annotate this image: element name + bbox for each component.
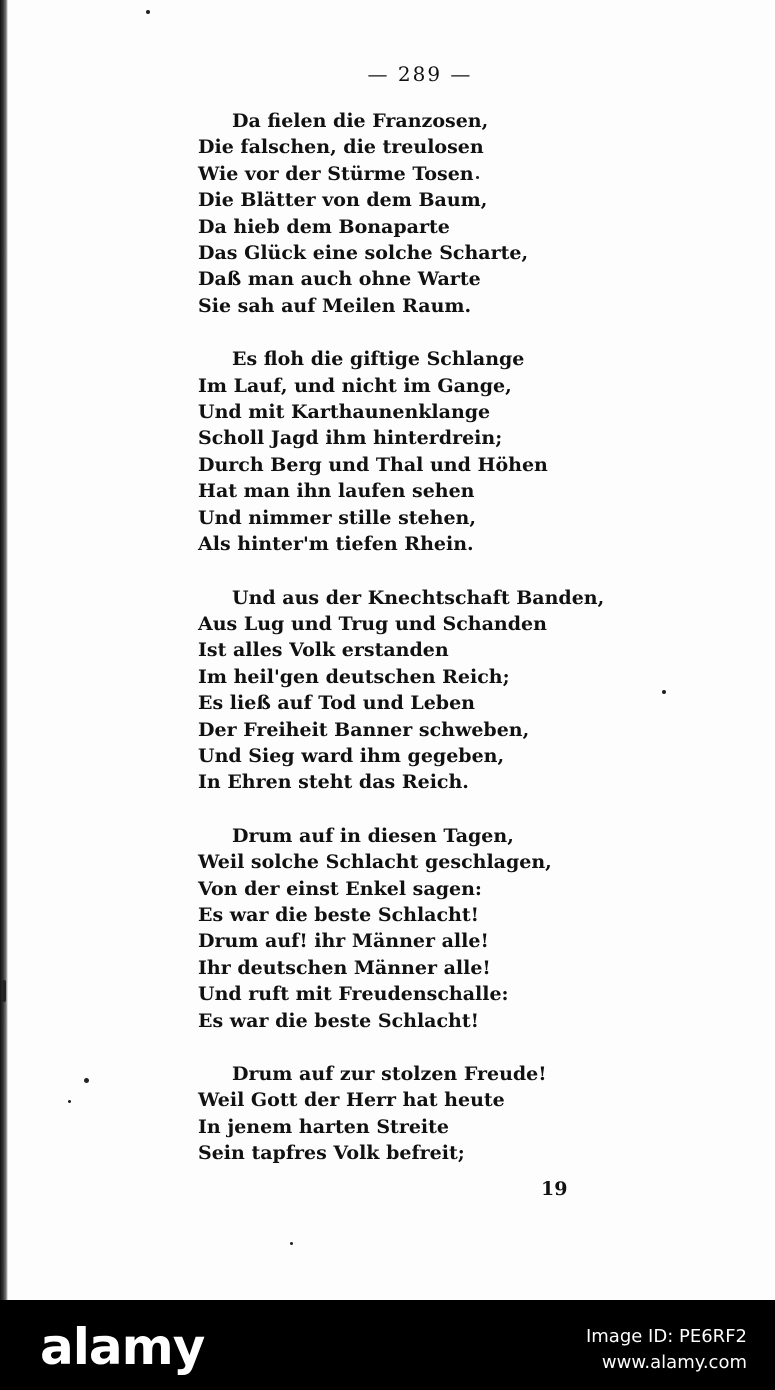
poem-line: Ist alles Volk erstanden — [198, 639, 449, 662]
stanza-1 — [198, 108, 558, 319]
page-spine-shadow — [0, 0, 8, 1300]
poem-line: In Ehren steht das Reich. — [198, 771, 469, 794]
poem-line: Wie vor der Stürme Tosen — [198, 162, 474, 185]
poem-line: Als hinter'm tiefen Rhein. — [198, 533, 474, 556]
poem-line: Von der einst Enkel sagen: — [198, 877, 482, 900]
image-id: Image ID: PE6RF2 — [585, 1326, 747, 1347]
poem-line: Daß man auch ohne Warte — [198, 268, 481, 291]
poem-line: Drum auf zur stolzen Freude! — [232, 1063, 547, 1085]
poem-line: Hat man ihn laufen sehen — [198, 480, 475, 503]
poem-line: Weil Gott der Herr hat heute — [198, 1089, 505, 1112]
poem-line: Und ruft mit Freudenschalle: — [198, 983, 509, 1006]
stanza-4 — [198, 823, 558, 1034]
page-number: — 289 — — [367, 62, 473, 86]
poem-line: Und Sieg ward ihm gegeben, — [198, 744, 505, 767]
poem-line: Weil solche Schlacht geschlagen, — [198, 851, 552, 874]
poem-line: Sie sah auf Meilen Raum. — [198, 294, 472, 317]
ink-speck — [84, 1078, 89, 1083]
poem-line: Sein tapfres Volk befreit; — [198, 1142, 465, 1165]
poem-line: Es war die beste Schlacht! — [198, 1009, 479, 1032]
ink-speck — [662, 690, 666, 694]
stanza-2 — [198, 346, 558, 557]
ink-speck — [476, 176, 479, 179]
watermark-bar — [0, 1300, 775, 1390]
poem-line: Die Blätter von dem Baum, — [198, 189, 488, 212]
poem-line: Im Lauf, und nicht im Gange, — [198, 374, 512, 397]
poem-line: Es ließ auf Tod und Leben — [198, 692, 475, 715]
poem-line: Drum auf! ihr Männer alle! — [198, 930, 489, 953]
ink-speck — [146, 10, 150, 14]
poem-line: Und aus der Knechtschaft Banden, — [232, 586, 605, 609]
signature-mark: 19 — [541, 1178, 568, 1200]
ink-speck — [290, 1242, 293, 1245]
poem-line: Scholl Jagd ihm hinterdrein; — [198, 427, 503, 450]
poem-line: Und mit Karthaunenklange — [198, 401, 491, 424]
site-url: www.alamy.com — [601, 1352, 747, 1373]
stanza-5 — [198, 1061, 558, 1167]
poem-line: Die falschen, die treulosen — [198, 136, 484, 159]
poem-line: Und nimmer stille stehen, — [198, 506, 476, 529]
ink-speck — [68, 1100, 71, 1103]
poem-line: Der Freiheit Banner schweben, — [198, 718, 530, 741]
poem-line: Es floh die giftige Schlange — [232, 348, 525, 371]
poem-line: Es war die beste Schlacht! — [198, 903, 479, 926]
poem-line: Im heil'gen deutschen Reich; — [198, 665, 510, 688]
poem-line: Drum auf in diesen Tagen, — [232, 824, 514, 847]
poem-line: Ihr deutschen Männer alle! — [198, 956, 491, 979]
poem-line: Das Glück eine solche Scharte, — [198, 242, 529, 265]
poem-line: Da fielen die Franzosen, — [232, 110, 489, 132]
poem-line: Durch Berg und Thal und Höhen — [198, 453, 548, 476]
poem-line: Da hieb dem Bonaparte — [198, 215, 450, 238]
stanza-3 — [198, 585, 605, 796]
poem-line: In jenem harten Streite — [198, 1115, 450, 1138]
poem-line: Aus Lug und Trug und Schanden — [198, 612, 547, 635]
alamy-logo: alamy — [40, 1318, 205, 1376]
ink-speck — [2, 980, 6, 1002]
